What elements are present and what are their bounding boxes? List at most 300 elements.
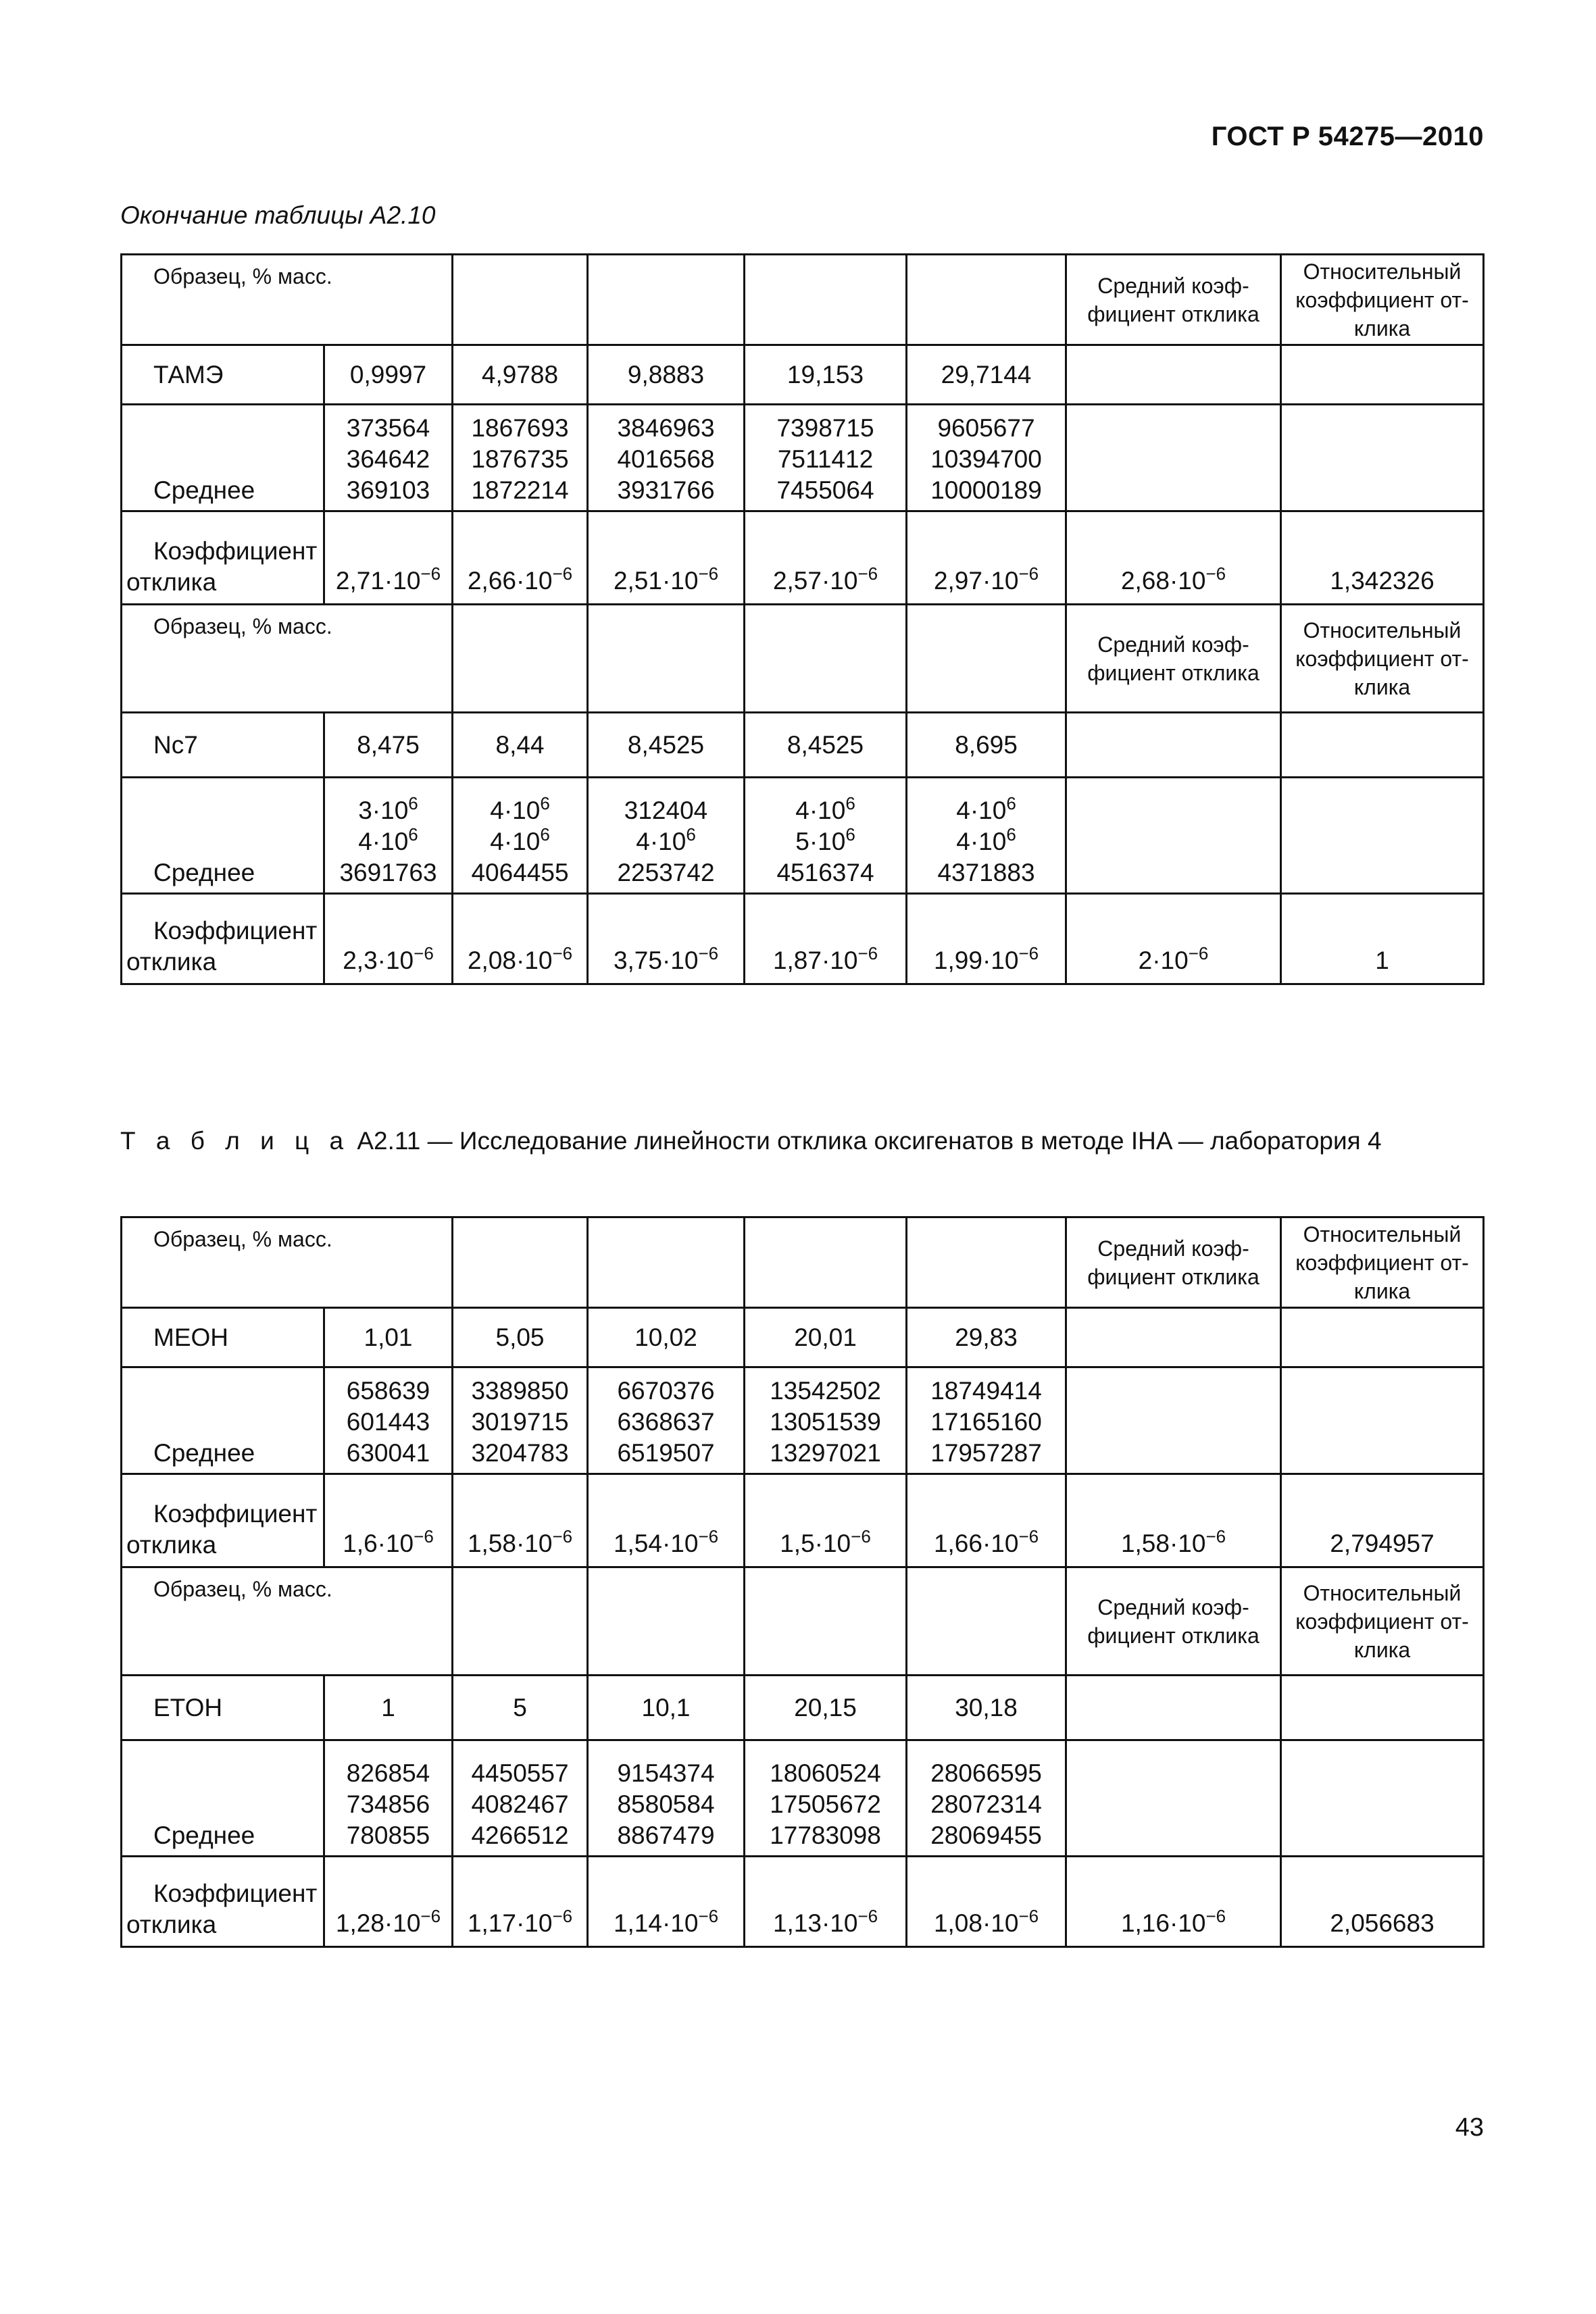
compound-name: Nc7 bbox=[122, 713, 324, 778]
response-coef-cell bbox=[588, 511, 745, 605]
concentration-row bbox=[122, 345, 1484, 405]
value-text: 17505672 bbox=[770, 1790, 881, 1818]
empty-cell bbox=[1281, 713, 1484, 778]
concentration-cell: 1 bbox=[324, 1676, 453, 1740]
value-text: 3931766 bbox=[617, 476, 715, 504]
table-caption-prefix: Т а б л и ц а bbox=[120, 1127, 351, 1155]
sample-header: Образец, % масс. bbox=[122, 1567, 453, 1676]
value-exponent: −6 bbox=[1205, 563, 1226, 584]
value-mantissa: 1,54·10 bbox=[613, 1530, 699, 1557]
empty-cell bbox=[1281, 345, 1484, 405]
value-exponent: −6 bbox=[414, 943, 434, 963]
value-exponent: −6 bbox=[1205, 1526, 1226, 1546]
peak-area-value bbox=[751, 475, 900, 506]
peak-area-value bbox=[330, 1758, 446, 1789]
rel-coef-header: Относительный коэффициент от-клика bbox=[1281, 1217, 1484, 1308]
value-text: 17957287 bbox=[930, 1439, 1042, 1467]
value-exponent: −6 bbox=[1018, 1906, 1039, 1926]
response-coef-label bbox=[122, 894, 324, 984]
peak-area-value bbox=[330, 475, 446, 506]
value-text: 7511412 bbox=[777, 445, 874, 473]
peak-area-value bbox=[594, 1758, 738, 1789]
value-text: 6519507 bbox=[617, 1439, 715, 1467]
value-exponent: −6 bbox=[1205, 1906, 1226, 1926]
peak-area-value bbox=[594, 795, 738, 826]
peak-area-value bbox=[594, 1820, 738, 1851]
empty-cell bbox=[1066, 713, 1281, 778]
value-exponent: −6 bbox=[698, 943, 719, 963]
peak-area-value bbox=[751, 1789, 900, 1820]
concentration-cell: 20,15 bbox=[745, 1676, 907, 1740]
value-mantissa: 2,08·10 bbox=[467, 947, 553, 974]
response-coef-cell bbox=[907, 511, 1066, 605]
value-text: 6670376 bbox=[617, 1377, 715, 1405]
peak-area-value bbox=[330, 826, 446, 857]
header-row bbox=[122, 1217, 1484, 1308]
value-text: 9605677 bbox=[937, 414, 1035, 442]
peak-area-value bbox=[594, 826, 738, 857]
avg-coef-value bbox=[1066, 894, 1281, 984]
table-a2-11-caption bbox=[120, 1127, 1382, 1155]
rel-coef-header: Относительный коэффициент от-клика bbox=[1281, 255, 1484, 345]
peak-area-value bbox=[751, 444, 900, 475]
value-mantissa: 1,87·10 bbox=[772, 947, 858, 974]
table-a2-10-end bbox=[120, 253, 1482, 985]
value-text: 3389850 bbox=[471, 1377, 569, 1405]
value-text: 6368637 bbox=[617, 1408, 715, 1436]
peak-area-cell bbox=[453, 405, 588, 511]
concentration-cell: 20,01 bbox=[745, 1308, 907, 1367]
value-text: 4450557 bbox=[471, 1759, 569, 1787]
header-row bbox=[122, 605, 1484, 713]
peak-area-row bbox=[122, 405, 1484, 511]
header-row bbox=[122, 1567, 1484, 1676]
value-exponent: 6 bbox=[845, 824, 855, 845]
value-text: 4516374 bbox=[776, 859, 874, 886]
rel-coef-value: 1 bbox=[1281, 894, 1484, 984]
value-exponent: 6 bbox=[1006, 793, 1016, 813]
peak-area-value bbox=[594, 1376, 738, 1407]
value-text: 28072314 bbox=[930, 1790, 1042, 1818]
results-table bbox=[120, 1216, 1485, 1948]
value-mantissa: 2,71·10 bbox=[335, 567, 421, 595]
response-coef-row bbox=[122, 1857, 1484, 1947]
value-text: 18060524 bbox=[770, 1759, 881, 1787]
value-text: 18749414 bbox=[930, 1377, 1042, 1405]
mean-label: Среднее bbox=[122, 405, 324, 511]
value-text: 13051539 bbox=[770, 1408, 881, 1436]
value-exponent: −6 bbox=[698, 1906, 719, 1926]
concentration-cell: 30,18 bbox=[907, 1676, 1066, 1740]
page-number: 43 bbox=[1455, 2113, 1484, 2142]
peak-area-value bbox=[459, 1407, 581, 1438]
peak-area-value bbox=[330, 1789, 446, 1820]
peak-area-value bbox=[751, 1376, 900, 1407]
concentration-cell: 29,7144 bbox=[907, 345, 1066, 405]
table-caption-text: А2.11 — Исследование линейности отклика оксигенатов в методе IHA — лаборатория 4 bbox=[350, 1127, 1382, 1155]
peak-area-cell bbox=[745, 405, 907, 511]
empty-cell bbox=[1066, 1367, 1281, 1474]
value-text: 369103 bbox=[346, 476, 430, 504]
response-coef-cell bbox=[324, 511, 453, 605]
value-mantissa: 1,5·10 bbox=[780, 1530, 851, 1557]
peak-area-value bbox=[330, 413, 446, 444]
compound-name: ТАМЭ bbox=[122, 345, 324, 405]
peak-area-row bbox=[122, 1740, 1484, 1857]
value-mantissa: 2·10 bbox=[1138, 947, 1189, 974]
peak-area-value bbox=[751, 795, 900, 826]
response-coef-cell bbox=[588, 894, 745, 984]
empty-header-cell bbox=[745, 1567, 907, 1676]
empty-cell bbox=[1281, 1308, 1484, 1367]
response-coef-cell bbox=[453, 511, 588, 605]
concentration-cell: 5,05 bbox=[453, 1308, 588, 1367]
value-text: 1872214 bbox=[471, 476, 569, 504]
peak-area-value bbox=[330, 857, 446, 888]
peak-area-value bbox=[330, 1820, 446, 1851]
response-coef-row bbox=[122, 1474, 1484, 1567]
empty-cell bbox=[1066, 1308, 1281, 1367]
value-text: 4266512 bbox=[471, 1821, 569, 1849]
value-mantissa: 1,99·10 bbox=[933, 947, 1019, 974]
value-text: 1867693 bbox=[471, 414, 569, 442]
coef-label-line1: Коэффициент bbox=[153, 1500, 318, 1528]
empty-cell bbox=[1066, 1676, 1281, 1740]
concentration-cell: 1,01 bbox=[324, 1308, 453, 1367]
response-coef-cell bbox=[324, 1474, 453, 1567]
value-text: 373564 bbox=[346, 414, 430, 442]
peak-area-value bbox=[330, 1438, 446, 1469]
value-exponent: −6 bbox=[1018, 943, 1039, 963]
value-text: 734856 bbox=[346, 1790, 430, 1818]
value-mantissa: 1,13·10 bbox=[772, 1909, 858, 1937]
peak-area-value bbox=[459, 857, 581, 888]
value-mantissa: 4·10 bbox=[956, 828, 1007, 855]
peak-area-value bbox=[594, 857, 738, 888]
empty-cell bbox=[1281, 1740, 1484, 1857]
concentration-cell: 8,44 bbox=[453, 713, 588, 778]
value-text: 10394700 bbox=[930, 445, 1042, 473]
peak-area-value bbox=[751, 826, 900, 857]
value-text: 3019715 bbox=[471, 1408, 569, 1436]
value-mantissa: 1,28·10 bbox=[335, 1909, 421, 1937]
coef-label-line2: отклика bbox=[126, 568, 217, 596]
peak-area-row bbox=[122, 1367, 1484, 1474]
value-text: 3846963 bbox=[617, 414, 715, 442]
value-text: 4371883 bbox=[937, 859, 1035, 886]
peak-area-cell bbox=[588, 1740, 745, 1857]
response-coef-cell bbox=[907, 894, 1066, 984]
value-mantissa: 2,51·10 bbox=[613, 567, 699, 595]
peak-area-value bbox=[913, 1376, 1059, 1407]
peak-area-value bbox=[751, 1820, 900, 1851]
value-exponent: 6 bbox=[686, 824, 696, 845]
concentration-cell: 8,695 bbox=[907, 713, 1066, 778]
peak-area-cell bbox=[324, 1367, 453, 1474]
peak-area-value bbox=[459, 795, 581, 826]
value-exponent: −6 bbox=[857, 563, 878, 584]
peak-area-value bbox=[751, 1758, 900, 1789]
empty-cell bbox=[1066, 345, 1281, 405]
header-row bbox=[122, 255, 1484, 345]
value-text: 28066595 bbox=[930, 1759, 1042, 1787]
peak-area-value bbox=[330, 444, 446, 475]
value-exponent: −6 bbox=[552, 1526, 573, 1546]
response-coef-cell bbox=[907, 1474, 1066, 1567]
concentration-cell: 10,02 bbox=[588, 1308, 745, 1367]
value-text: 312404 bbox=[624, 797, 708, 824]
compound-name: ETOH bbox=[122, 1676, 324, 1740]
value-mantissa: 1,17·10 bbox=[467, 1909, 553, 1937]
value-mantissa: 1,58·10 bbox=[467, 1530, 553, 1557]
concentration-cell: 8,4525 bbox=[745, 713, 907, 778]
peak-area-value bbox=[459, 475, 581, 506]
coef-label-line1: Коэффициент bbox=[153, 917, 318, 945]
response-coef-cell bbox=[745, 1474, 907, 1567]
coef-label-line2: отклика bbox=[126, 948, 217, 976]
peak-area-cell bbox=[324, 778, 453, 894]
peak-area-value bbox=[459, 1789, 581, 1820]
value-exponent: −6 bbox=[414, 1526, 434, 1546]
peak-area-cell bbox=[324, 1740, 453, 1857]
value-mantissa: 2,97·10 bbox=[933, 567, 1019, 595]
value-exponent: −6 bbox=[1018, 1526, 1039, 1546]
value-text: 364642 bbox=[346, 445, 430, 473]
table-continuation-caption: Окончание таблицы А2.10 bbox=[120, 201, 436, 229]
peak-area-value bbox=[330, 1376, 446, 1407]
rel-coef-value: 1,342326 bbox=[1281, 511, 1484, 605]
concentration-row bbox=[122, 1676, 1484, 1740]
peak-area-value bbox=[459, 413, 581, 444]
value-mantissa: 1,58·10 bbox=[1120, 1530, 1206, 1557]
value-mantissa: 4·10 bbox=[956, 797, 1007, 824]
response-coef-cell bbox=[745, 1857, 907, 1947]
response-coef-cell bbox=[745, 511, 907, 605]
value-mantissa: 1,08·10 bbox=[933, 1909, 1019, 1937]
concentration-cell: 8,4525 bbox=[588, 713, 745, 778]
empty-header-cell bbox=[907, 1567, 1066, 1676]
empty-header-cell bbox=[907, 1217, 1066, 1308]
value-text: 3691763 bbox=[339, 859, 437, 886]
peak-area-value bbox=[330, 1407, 446, 1438]
concentration-cell: 0,9997 bbox=[324, 345, 453, 405]
concentration-row bbox=[122, 1308, 1484, 1367]
empty-header-cell bbox=[588, 1567, 745, 1676]
results-table bbox=[120, 253, 1485, 985]
value-exponent: −6 bbox=[857, 1906, 878, 1926]
value-text: 8867479 bbox=[617, 1821, 715, 1849]
response-coef-cell bbox=[588, 1857, 745, 1947]
peak-area-value bbox=[751, 1438, 900, 1469]
concentration-cell: 10,1 bbox=[588, 1676, 745, 1740]
value-mantissa: 4·10 bbox=[795, 797, 846, 824]
value-mantissa: 4·10 bbox=[490, 828, 541, 855]
value-mantissa: 2,3·10 bbox=[343, 947, 414, 974]
value-mantissa: 4·10 bbox=[490, 797, 541, 824]
value-mantissa: 2,57·10 bbox=[772, 567, 858, 595]
peak-area-cell bbox=[907, 1367, 1066, 1474]
peak-area-value bbox=[913, 1407, 1059, 1438]
empty-header-cell bbox=[588, 255, 745, 345]
value-text: 4016568 bbox=[617, 445, 715, 473]
peak-area-cell bbox=[588, 405, 745, 511]
value-mantissa: 1,66·10 bbox=[933, 1530, 1019, 1557]
response-coef-cell bbox=[453, 1857, 588, 1947]
avg-coef-header: Средний коэф-фициент отклика bbox=[1066, 1567, 1281, 1676]
peak-area-value bbox=[459, 1376, 581, 1407]
peak-area-value bbox=[459, 1438, 581, 1469]
mean-label: Среднее bbox=[122, 1367, 324, 1474]
sample-header: Образец, % масс. bbox=[122, 605, 453, 713]
response-coef-label bbox=[122, 1857, 324, 1947]
peak-area-cell bbox=[907, 405, 1066, 511]
peak-area-value bbox=[594, 1789, 738, 1820]
peak-area-cell bbox=[324, 405, 453, 511]
peak-area-value bbox=[594, 1438, 738, 1469]
concentration-cell: 4,9788 bbox=[453, 345, 588, 405]
empty-header-cell bbox=[453, 1217, 588, 1308]
empty-cell bbox=[1281, 1676, 1484, 1740]
value-mantissa: 3,75·10 bbox=[613, 947, 699, 974]
sample-header: Образец, % масс. bbox=[122, 1217, 453, 1308]
value-exponent: −6 bbox=[420, 563, 441, 584]
concentration-cell: 9,8883 bbox=[588, 345, 745, 405]
coef-label-line1: Коэффициент bbox=[153, 1880, 318, 1907]
value-exponent: −6 bbox=[1018, 563, 1039, 584]
value-exponent: −6 bbox=[552, 943, 573, 963]
empty-header-cell bbox=[907, 255, 1066, 345]
peak-area-value bbox=[913, 1758, 1059, 1789]
value-exponent: 6 bbox=[1006, 824, 1016, 845]
value-text: 8580584 bbox=[617, 1790, 715, 1818]
value-exponent: −6 bbox=[420, 1906, 441, 1926]
empty-header-cell bbox=[588, 605, 745, 713]
value-text: 13297021 bbox=[770, 1439, 881, 1467]
response-coef-cell bbox=[907, 1857, 1066, 1947]
value-exponent: 6 bbox=[845, 793, 855, 813]
value-exponent: 6 bbox=[408, 824, 418, 845]
value-mantissa: 3·10 bbox=[358, 797, 409, 824]
empty-cell bbox=[1281, 1367, 1484, 1474]
empty-cell bbox=[1066, 405, 1281, 511]
peak-area-value bbox=[594, 475, 738, 506]
empty-cell bbox=[1066, 778, 1281, 894]
peak-area-value bbox=[751, 413, 900, 444]
empty-header-cell bbox=[745, 255, 907, 345]
response-coef-label bbox=[122, 511, 324, 605]
value-text: 4064455 bbox=[471, 859, 569, 886]
value-text: 1876735 bbox=[471, 445, 569, 473]
peak-area-value bbox=[913, 1789, 1059, 1820]
value-exponent: 6 bbox=[540, 793, 550, 813]
sample-header: Образец, % масс. bbox=[122, 255, 453, 345]
peak-area-value bbox=[751, 1407, 900, 1438]
empty-header-cell bbox=[745, 605, 907, 713]
value-text: 658639 bbox=[346, 1377, 430, 1405]
empty-header-cell bbox=[745, 1217, 907, 1308]
empty-header-cell bbox=[588, 1217, 745, 1308]
peak-area-value bbox=[913, 475, 1059, 506]
peak-area-value bbox=[913, 444, 1059, 475]
value-mantissa: 1,6·10 bbox=[343, 1530, 414, 1557]
avg-coef-value bbox=[1066, 1857, 1281, 1947]
value-exponent: −6 bbox=[698, 563, 719, 584]
response-coef-label bbox=[122, 1474, 324, 1567]
value-mantissa: 1,14·10 bbox=[613, 1909, 699, 1937]
empty-header-cell bbox=[453, 605, 588, 713]
value-exponent: −6 bbox=[552, 563, 573, 584]
peak-area-value bbox=[913, 857, 1059, 888]
response-coef-row bbox=[122, 511, 1484, 605]
value-exponent: −6 bbox=[857, 943, 878, 963]
table-a2-11 bbox=[120, 1216, 1482, 1948]
rel-coef-header: Относительный коэффициент от-клика bbox=[1281, 605, 1484, 713]
response-coef-cell bbox=[453, 894, 588, 984]
avg-coef-header: Средний коэф-фициент отклика bbox=[1066, 605, 1281, 713]
empty-header-cell bbox=[453, 1567, 588, 1676]
value-exponent: −6 bbox=[851, 1526, 871, 1546]
value-text: 13542502 bbox=[770, 1377, 881, 1405]
concentration-row bbox=[122, 713, 1484, 778]
value-text: 28069455 bbox=[930, 1821, 1042, 1849]
response-coef-cell bbox=[588, 1474, 745, 1567]
avg-coef-value bbox=[1066, 511, 1281, 605]
value-exponent: 6 bbox=[540, 824, 550, 845]
peak-area-cell bbox=[453, 1740, 588, 1857]
peak-area-cell bbox=[588, 778, 745, 894]
value-text: 4082467 bbox=[471, 1790, 569, 1818]
peak-area-value bbox=[913, 795, 1059, 826]
value-text: 10000189 bbox=[930, 476, 1042, 504]
peak-area-cell bbox=[588, 1367, 745, 1474]
concentration-cell: 19,153 bbox=[745, 345, 907, 405]
empty-header-cell bbox=[907, 605, 1066, 713]
empty-header-cell bbox=[453, 255, 588, 345]
peak-area-value bbox=[459, 1820, 581, 1851]
avg-coef-header: Средний коэф-фициент отклика bbox=[1066, 1217, 1281, 1308]
value-mantissa: 1,16·10 bbox=[1120, 1909, 1206, 1937]
peak-area-cell bbox=[745, 778, 907, 894]
rel-coef-value: 2,056683 bbox=[1281, 1857, 1484, 1947]
peak-area-cell bbox=[745, 1367, 907, 1474]
value-mantissa: 5·10 bbox=[795, 828, 846, 855]
value-text: 780855 bbox=[346, 1821, 430, 1849]
value-text: 601443 bbox=[346, 1408, 430, 1436]
concentration-cell: 5 bbox=[453, 1676, 588, 1740]
response-coef-cell bbox=[324, 1857, 453, 1947]
value-text: 7398715 bbox=[776, 414, 874, 442]
response-coef-cell bbox=[453, 1474, 588, 1567]
value-text: 17165160 bbox=[930, 1408, 1042, 1436]
peak-area-value bbox=[459, 826, 581, 857]
peak-area-value bbox=[330, 795, 446, 826]
peak-area-value bbox=[913, 1438, 1059, 1469]
empty-cell bbox=[1281, 778, 1484, 894]
concentration-cell: 8,475 bbox=[324, 713, 453, 778]
value-mantissa: 4·10 bbox=[636, 828, 687, 855]
value-text: 7455064 bbox=[776, 476, 874, 504]
peak-area-value bbox=[594, 1407, 738, 1438]
rel-coef-value: 2,794957 bbox=[1281, 1474, 1484, 1567]
compound-name: MEOH bbox=[122, 1308, 324, 1367]
peak-area-row bbox=[122, 778, 1484, 894]
value-exponent: 6 bbox=[408, 793, 418, 813]
value-mantissa: 2,66·10 bbox=[467, 567, 553, 595]
empty-cell bbox=[1066, 1740, 1281, 1857]
coef-label-line1: Коэффициент bbox=[153, 537, 318, 565]
peak-area-cell bbox=[907, 1740, 1066, 1857]
avg-coef-header: Средний коэф-фициент отклика bbox=[1066, 255, 1281, 345]
